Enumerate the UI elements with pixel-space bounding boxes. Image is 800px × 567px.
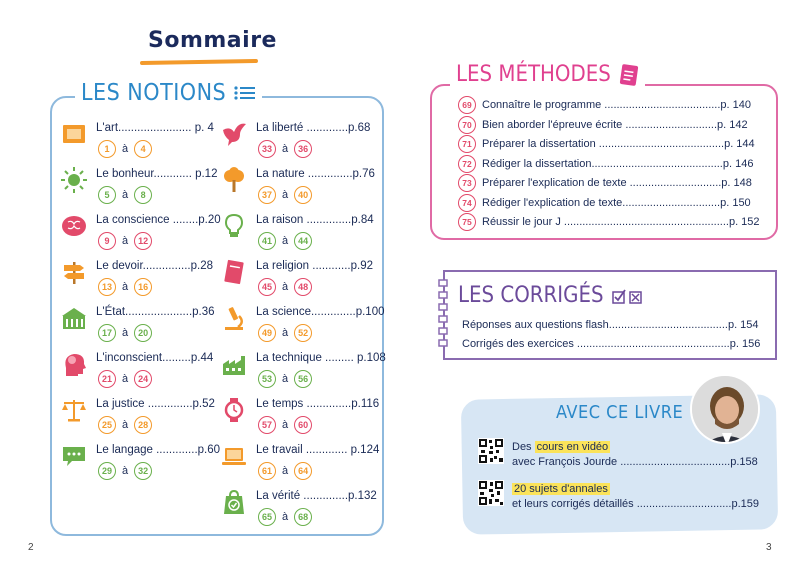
livre-video-highlight: cours en vidéo (536, 441, 609, 453)
notion-range (258, 186, 312, 204)
range-connector: à (282, 419, 289, 431)
range-start-badge: 33 (258, 140, 276, 158)
methode-text: Réussir le jour J ......................................................p. 152 (482, 216, 760, 228)
notion-item (220, 120, 380, 166)
range-end-badge: 32 (134, 462, 152, 480)
notion-range (258, 462, 312, 480)
notion-label: L'inconscient.........p.44 (96, 352, 214, 364)
page-number-right: 3 (766, 542, 772, 553)
livre-video-prefix: Des (512, 441, 535, 453)
methode-item (458, 213, 778, 231)
methode-item (458, 116, 778, 134)
laptop-icon (220, 442, 248, 470)
notion-label: La religion ............p.92 (256, 260, 373, 272)
notion-range (98, 324, 152, 342)
range-start-badge: 21 (98, 370, 116, 388)
range-connector: à (122, 189, 129, 201)
notion-range (258, 140, 312, 158)
methode-number-badge: 70 (458, 116, 476, 134)
notion-item (60, 166, 220, 212)
notion-item (60, 258, 220, 304)
notion-label: L'art....................... p. 4 (96, 122, 214, 134)
notion-item (60, 120, 220, 166)
notion-range (98, 462, 152, 480)
range-connector: à (282, 189, 289, 201)
notion-range (258, 278, 312, 296)
methode-number-badge: 69 (458, 96, 476, 114)
methode-text: Connaître le programme ......................................p. 140 (482, 99, 751, 111)
livre-title: AVEC CE LIVRE (556, 402, 684, 423)
livre-annales-highlight: 20 sujets d'annales (514, 483, 608, 495)
range-start-badge: 53 (258, 370, 276, 388)
range-end-badge: 56 (294, 370, 312, 388)
methode-number-badge: 72 (458, 155, 476, 173)
methode-number-badge: 73 (458, 174, 476, 192)
notion-label: L'État.....................p.36 (96, 306, 215, 318)
range-connector: à (282, 465, 289, 477)
range-connector: à (282, 511, 289, 523)
methode-item (458, 135, 778, 153)
notion-range (258, 232, 312, 250)
range-start-badge: 49 (258, 324, 276, 342)
author-photo (690, 374, 760, 444)
notion-item (60, 442, 220, 488)
corriges-item-flash: Réponses aux questions flash.......................................p. 154 (462, 319, 759, 331)
notion-label: La liberté .............p.68 (256, 122, 371, 134)
range-end-badge: 8 (134, 186, 152, 204)
range-start-badge: 29 (98, 462, 116, 480)
notion-range (98, 232, 152, 250)
lightbulb-icon (220, 212, 248, 240)
methode-text: Préparer l'explication de texte ..............................p. 148 (482, 177, 752, 189)
notion-item (60, 212, 220, 258)
notion-range (258, 370, 312, 388)
livre-video-line (512, 441, 610, 453)
notion-item (220, 350, 386, 396)
methode-text: Rédiger l'explication de texte................................p. 150 (482, 196, 751, 209)
brain-icon (60, 212, 88, 240)
notion-label: Le travail ............. p.124 (256, 444, 380, 456)
notion-label: Le langage .............p.60 (96, 444, 221, 456)
range-start-badge: 25 (98, 416, 116, 434)
range-end-badge: 60 (294, 416, 312, 434)
notions-header (75, 80, 262, 106)
range-end-badge: 68 (294, 508, 312, 526)
range-end-badge: 64 (294, 462, 312, 480)
frame-icon (60, 120, 88, 148)
tree-icon (220, 166, 248, 194)
range-connector: à (122, 327, 129, 339)
range-end-badge: 24 (134, 370, 152, 388)
range-start-badge: 1 (98, 140, 116, 158)
methode-text: Préparer la dissertation .........................................p. 144 (482, 138, 755, 150)
range-connector: à (122, 465, 129, 477)
notion-item (220, 304, 385, 350)
watch-icon (220, 396, 248, 424)
range-connector: à (122, 373, 129, 385)
range-connector: à (122, 143, 129, 155)
range-end-badge: 48 (294, 278, 312, 296)
range-start-badge: 37 (258, 186, 276, 204)
methode-text: Rédiger la dissertation...........................................p. 146 (482, 157, 754, 170)
range-end-badge: 36 (294, 140, 312, 158)
notion-range (258, 324, 312, 342)
range-connector: à (282, 373, 289, 385)
notion-label: Le devoir...............p.28 (96, 260, 213, 272)
range-start-badge: 13 (98, 278, 116, 296)
range-connector: à (282, 327, 289, 339)
page-title: Sommaire (148, 28, 277, 53)
livre-video-page: avec François Jourde ....................................p.158 (512, 456, 758, 468)
methode-number-badge: 71 (458, 135, 476, 153)
notion-range (258, 416, 312, 434)
notion-item (220, 166, 380, 212)
notion-label: La conscience ........p.20 (96, 214, 221, 226)
notion-item (220, 258, 380, 304)
corriges-item-exercices: Corrigés des exercices ..................................................p. 156 (462, 338, 761, 350)
range-start-badge: 45 (258, 278, 276, 296)
range-end-badge: 16 (134, 278, 152, 296)
notion-item (220, 442, 380, 488)
methode-item (458, 194, 778, 212)
range-start-badge: 41 (258, 232, 276, 250)
corriges-title: LES CORRIGÉS (458, 283, 604, 308)
range-connector: à (282, 235, 289, 247)
methode-number-badge: 74 (458, 194, 476, 212)
speech-bubble-icon (60, 442, 88, 470)
microscope-icon (220, 304, 248, 332)
range-start-badge: 65 (258, 508, 276, 526)
list-icon (234, 85, 256, 101)
sun-icon (60, 166, 88, 194)
notion-item (220, 212, 380, 258)
range-end-badge: 12 (134, 232, 152, 250)
bird-icon (220, 120, 248, 148)
check-bag-icon (220, 488, 248, 516)
range-start-badge: 57 (258, 416, 276, 434)
notion-range (98, 416, 152, 434)
methode-number-badge: 75 (458, 213, 476, 231)
range-end-badge: 44 (294, 232, 312, 250)
livre-annales-page: et leurs corrigés détaillés ...............................p.159 (512, 498, 759, 510)
range-start-badge: 5 (98, 186, 116, 204)
methodes-header (450, 62, 645, 87)
notion-range (98, 186, 152, 204)
notion-label: Le temps ..............p.116 (256, 398, 380, 410)
checkbox-icon (612, 288, 644, 304)
notion-label: La justice ..............p.52 (96, 398, 215, 410)
methode-item (458, 174, 778, 192)
signpost-icon (60, 258, 88, 286)
range-start-badge: 9 (98, 232, 116, 250)
notion-label: La raison ..............p.84 (256, 214, 374, 226)
spiral-binding-icon (436, 278, 450, 356)
notion-label: La nature ..............p.76 (256, 168, 375, 180)
building-icon (60, 304, 88, 332)
title-underline (140, 59, 258, 65)
factory-icon (220, 350, 248, 378)
notion-item (60, 396, 220, 442)
notion-label: La technique ......... p.108 (256, 352, 386, 364)
notion-range (98, 370, 152, 388)
notepad-icon (619, 63, 639, 87)
notion-label: La vérité ..............p.132 (256, 490, 377, 502)
notions-title: LES NOTIONS (81, 80, 227, 106)
notion-range (258, 508, 312, 526)
notion-range (98, 140, 152, 158)
range-end-badge: 20 (134, 324, 152, 342)
notion-item (220, 488, 380, 534)
range-end-badge: 4 (134, 140, 152, 158)
notion-item (60, 304, 220, 350)
methode-item (458, 96, 778, 114)
livre-annales-line (512, 483, 610, 495)
range-connector: à (282, 143, 289, 155)
book-icon (220, 258, 248, 286)
notion-label: La science..............p.100 (256, 306, 385, 318)
methodes-title: LES MÉTHODES (456, 62, 611, 87)
range-start-badge: 61 (258, 462, 276, 480)
scales-icon (60, 396, 88, 424)
range-start-badge: 17 (98, 324, 116, 342)
range-connector: à (282, 281, 289, 293)
notion-label: Le bonheur............ p.12 (96, 168, 218, 180)
notion-range (98, 278, 152, 296)
range-connector: à (122, 281, 129, 293)
notion-item (220, 396, 380, 442)
page-number-left: 2 (28, 542, 34, 553)
head-icon (60, 350, 88, 378)
corriges-header (458, 283, 644, 308)
qr-code-icon[interactable] (478, 480, 504, 506)
range-end-badge: 28 (134, 416, 152, 434)
notion-item (60, 350, 220, 396)
methode-item (458, 155, 778, 173)
range-end-badge: 52 (294, 324, 312, 342)
range-end-badge: 40 (294, 186, 312, 204)
methode-text: Bien aborder l'épreuve écrite ..............................p. 142 (482, 118, 748, 131)
range-connector: à (122, 419, 129, 431)
range-connector: à (122, 235, 129, 247)
qr-code-icon[interactable] (478, 438, 504, 464)
